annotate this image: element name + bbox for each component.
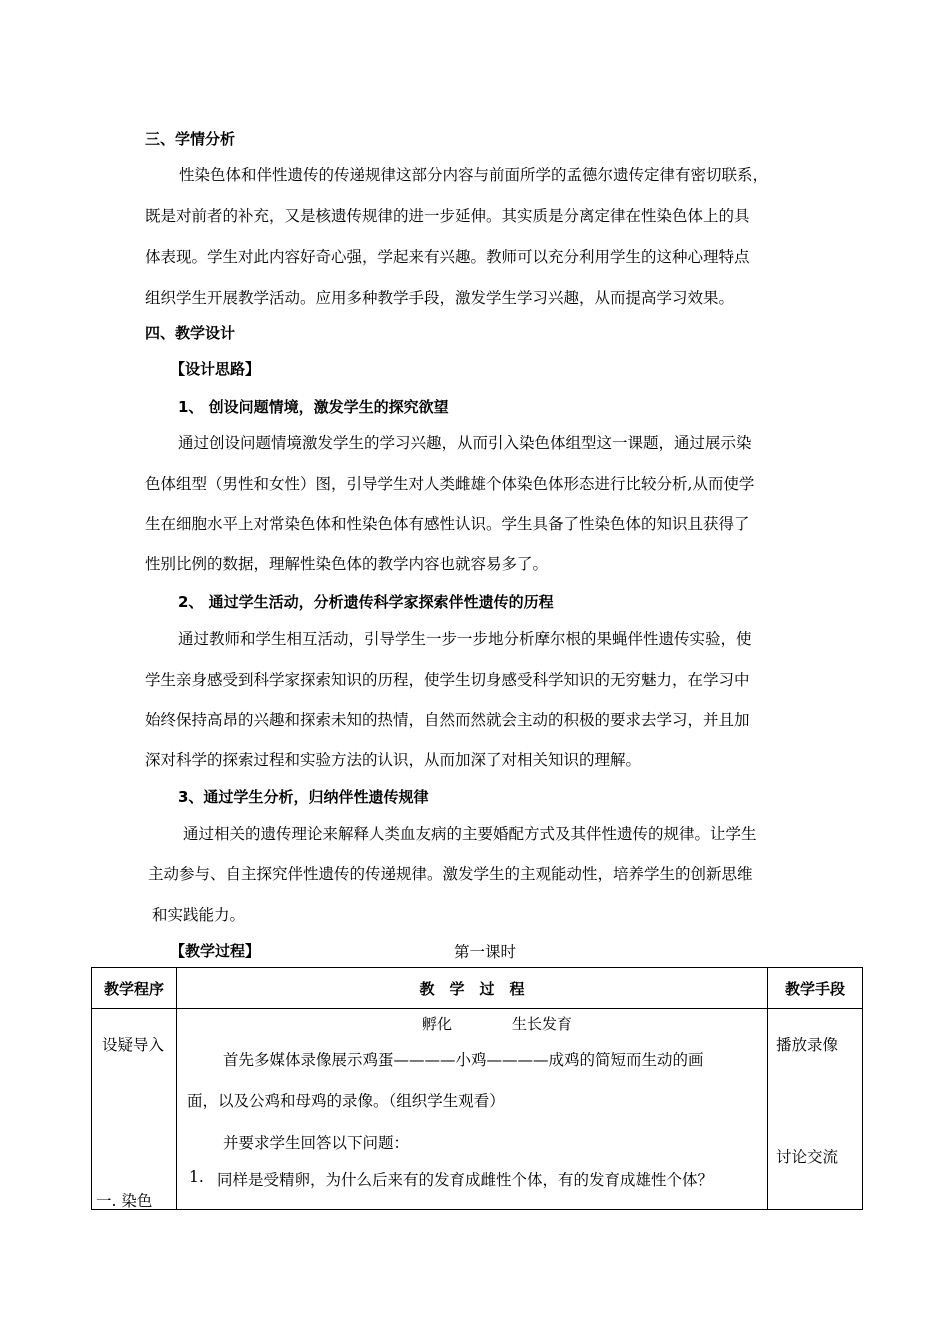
paragraph-line: 始终保持高昂的兴趣和探索未知的热情，自然而然就会主动的积极的要求去学习，并且加 xyxy=(145,711,750,729)
header-means: 教学手段 xyxy=(768,968,863,1009)
paragraph-line: 通过创设问题情境激发学生的学习兴趣，从而引入染色体组型这一课题，通过展示染 xyxy=(178,434,752,452)
paragraph-line: 组织学生开展教学活动。应用多种教学手段，激发学生学习兴趣，从而提高学习效果。 xyxy=(145,289,735,307)
paragraph-line: 深对科学的探索过程和实验方法的认识，从而加深了对相关知识的理解。 xyxy=(145,751,642,769)
question-number: 1. xyxy=(189,1168,204,1186)
annotation-hatch: 孵化 xyxy=(422,1015,453,1033)
lesson-number: 第一课时 xyxy=(454,943,517,961)
paragraph-line: 生在细胞水平上对常染色体和性染色体有感性认识。学生具备了性染色体的知识且获得了 xyxy=(145,515,750,533)
teaching-process-table xyxy=(91,967,863,1210)
paragraph-line: 和实践能力。 xyxy=(152,906,246,924)
procedure-next: 一. 染色 xyxy=(96,1192,153,1210)
paragraph-line: 通过相关的遗传理论来解释人类血友病的主要婚配方式及其伴性遗传的规律。让学生 xyxy=(183,825,757,843)
paragraph-line: 性别比例的数据，理解性染色体的教学内容也就容易多了。 xyxy=(145,555,549,573)
paragraph-line: 既是对前者的补充，又是核遗传规律的进一步延伸。其实质是分离定律在性染色体上的具 xyxy=(145,207,750,225)
question-text: 同样是受精卵，为什么后来有的发育成雌性个体，有的发育成雄性个体？ xyxy=(217,1171,714,1189)
paragraph-line: 主动参与、自主探究伴性遗传的传递规律。激发学生的主观能动性，培养学生的创新思维 xyxy=(148,865,753,883)
design-item-title-1: 1、 创设问题情境，激发学生的探究欲望 xyxy=(178,398,449,416)
means-video: 播放录像 xyxy=(776,1036,839,1054)
means-cell xyxy=(768,1009,863,1210)
process-line: 面，以及公鸡和母鸡的录像。（组织学生观看） xyxy=(187,1092,505,1110)
design-idea-label: 【设计思路】 xyxy=(170,360,261,378)
teaching-process-label: 【教学过程】 xyxy=(170,942,261,960)
design-item-title-3: 3、通过学生分析，归纳伴性遗传规律 xyxy=(178,788,429,806)
header-process: 教 学 过 程 xyxy=(177,968,768,1009)
means-discussion: 讨论交流 xyxy=(776,1148,839,1166)
procedure-cell xyxy=(92,1009,177,1210)
paragraph-line: 通过教师和学生相互活动，引导学生一步一步地分析摩尔根的果蝇伴性遗传实验，使 xyxy=(178,630,752,648)
design-item-title-2: 2、 通过学生活动，分析遗传科学家探索伴性遗传的历程 xyxy=(178,593,554,611)
header-procedure: 教学程序 xyxy=(92,968,177,1009)
procedure-intro: 设疑导入 xyxy=(102,1036,165,1054)
paragraph-line: 学生亲身感受到科学家探索知识的历程，使学生切身感受科学知识的无穷魅力，在学习中 xyxy=(145,671,750,689)
table-header-row xyxy=(92,968,863,1009)
paragraph-line: 色体组型（男性和女性）图，引导学生对人类雌雄个体染色体形态进行比较分析,从而使学 xyxy=(145,475,755,493)
annotation-grow: 生长发育 xyxy=(512,1015,573,1033)
section-heading-design: 四、教学设计 xyxy=(145,324,236,342)
process-cell xyxy=(177,1009,768,1210)
section-heading-analysis: 三、学情分析 xyxy=(145,130,236,148)
process-line: 并要求学生回答以下问题： xyxy=(223,1134,410,1152)
paragraph-line: 性染色体和伴性遗传的传递规律这部分内容与前面所学的孟德尔遗传定律有密切联系， xyxy=(179,166,769,184)
table-row xyxy=(92,1009,863,1210)
paragraph-line: 体表现。学生对此内容好奇心强，学起来有兴趣。教师可以充分利用学生的这种心理特点 xyxy=(145,248,750,266)
process-line: 首先多媒体录像展示鸡蛋————小鸡————成鸡的简短而生动的画 xyxy=(223,1051,704,1069)
